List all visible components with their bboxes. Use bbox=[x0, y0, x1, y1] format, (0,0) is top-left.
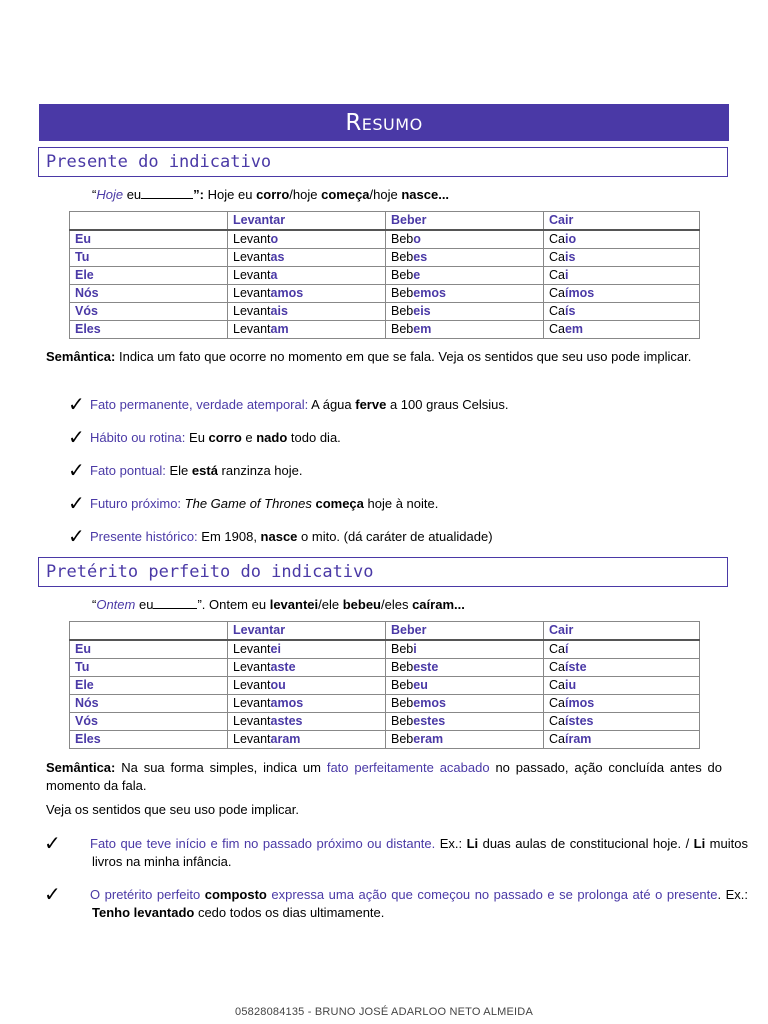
conjugation-cell bbox=[386, 640, 544, 659]
table-row bbox=[70, 303, 700, 321]
verb-ending: ís bbox=[564, 304, 576, 318]
conjugation-cell bbox=[386, 303, 544, 321]
table-row bbox=[70, 321, 700, 339]
verb-ending: iu bbox=[564, 678, 577, 692]
verb-ending: íram bbox=[564, 732, 592, 746]
prompt-presente: “Hoje eu ”: Hoje eu corro/hoje começa/hoje nasce... bbox=[92, 187, 450, 202]
verb-stem: Beb bbox=[391, 678, 414, 692]
check-icon: ✓ bbox=[68, 425, 85, 449]
table-row bbox=[70, 677, 700, 695]
page-title: Resumo bbox=[345, 109, 423, 136]
conjugation-cell bbox=[386, 249, 544, 267]
conjugation-cell bbox=[544, 659, 700, 677]
verb-stem: Ca bbox=[549, 268, 565, 282]
conjugation-cell bbox=[544, 640, 700, 659]
column-header: Levantar bbox=[228, 622, 386, 641]
pronoun-cell: Eu bbox=[70, 230, 228, 249]
verb-stem: Beb bbox=[391, 714, 414, 728]
verb-stem: Ca bbox=[549, 696, 565, 710]
verb-ending: o bbox=[413, 232, 421, 246]
verb-ending: a bbox=[270, 268, 278, 282]
verb-ending: ou bbox=[270, 678, 286, 692]
verb-stem: Beb bbox=[391, 268, 414, 282]
check-icon: ✓ bbox=[68, 458, 85, 482]
verb-stem: Ca bbox=[549, 642, 565, 656]
verb-stem: Beb bbox=[391, 322, 414, 336]
verb-stem: Levant bbox=[233, 732, 271, 746]
list-item: ✓ Fato que teve início e fim no passado próximo ou distante. Ex.: Li duas aulas de constitucional hoje. / Li muitos livros na minha infância. bbox=[44, 831, 748, 869]
conjugation-cell bbox=[228, 303, 386, 321]
verb-ending: ímos bbox=[564, 286, 595, 300]
verb-ending: amos bbox=[270, 286, 304, 300]
verb-ending: i bbox=[413, 642, 417, 656]
verb-stem: Ca bbox=[549, 714, 565, 728]
verb-ending: este bbox=[413, 660, 439, 674]
table-row bbox=[70, 230, 700, 249]
column-header: Levantar bbox=[228, 212, 386, 231]
verb-stem: Levant bbox=[233, 232, 271, 246]
pronoun-cell: Tu bbox=[70, 249, 228, 267]
check-icon: ✓ bbox=[68, 392, 85, 416]
verb-stem: Levant bbox=[233, 678, 271, 692]
list-item: ✓ Presente histórico: Em 1908, nasce o mito. (dá caráter de atualidade) bbox=[68, 524, 493, 548]
table-header-row bbox=[70, 212, 700, 231]
conjugation-cell bbox=[544, 249, 700, 267]
conjugation-cell bbox=[228, 249, 386, 267]
column-header: Beber bbox=[386, 622, 544, 641]
verb-stem: Beb bbox=[391, 286, 414, 300]
conjugation-cell bbox=[228, 713, 386, 731]
check-icon: ✓ bbox=[44, 882, 61, 906]
conjugation-cell bbox=[544, 267, 700, 285]
verb-stem: Beb bbox=[391, 696, 414, 710]
verb-ending: io bbox=[564, 232, 577, 246]
verb-stem: Levant bbox=[233, 250, 271, 264]
verb-ending: eu bbox=[413, 678, 428, 692]
section-heading-preterito bbox=[38, 557, 728, 587]
section-heading-text: Presente do indicativo bbox=[46, 152, 272, 172]
verb-stem: Beb bbox=[391, 660, 414, 674]
conjugation-cell bbox=[544, 731, 700, 749]
check-icon: ✓ bbox=[68, 524, 85, 548]
pronoun-cell: Eles bbox=[70, 731, 228, 749]
pronoun-cell: Ele bbox=[70, 267, 228, 285]
table-header-row bbox=[70, 622, 700, 641]
conjugation-cell bbox=[386, 731, 544, 749]
conjugation-cell bbox=[544, 303, 700, 321]
verb-ending: amos bbox=[270, 696, 304, 710]
pronoun-cell: Vós bbox=[70, 303, 228, 321]
table-row bbox=[70, 659, 700, 677]
conjugation-cell bbox=[386, 677, 544, 695]
verb-ending: astes bbox=[270, 714, 303, 728]
blank-line bbox=[141, 188, 193, 199]
verb-stem: Levant bbox=[233, 304, 271, 318]
conjugation-table-presente bbox=[69, 211, 700, 339]
conjugation-cell bbox=[386, 230, 544, 249]
list-item: ✓ Hábito ou rotina: Eu corro e nado todo dia. bbox=[68, 425, 341, 449]
conjugation-table-preterito bbox=[69, 621, 700, 749]
conjugation-cell bbox=[228, 285, 386, 303]
conjugation-cell bbox=[386, 695, 544, 713]
conjugation-cell bbox=[228, 640, 386, 659]
list-item: ✓ Futuro próximo: The Game of Thrones começa hoje à noite. bbox=[68, 491, 439, 515]
conjugation-cell bbox=[228, 677, 386, 695]
semantica-presente: Semântica: Indica um fato que ocorre no momento em que se fala. Veja os sentidos que seu uso pode implicar. bbox=[46, 349, 692, 364]
verb-stem: Beb bbox=[391, 732, 414, 746]
conjugation-cell bbox=[386, 321, 544, 339]
conjugation-cell bbox=[228, 659, 386, 677]
table-row bbox=[70, 640, 700, 659]
column-header: Beber bbox=[386, 212, 544, 231]
conjugation-cell bbox=[544, 677, 700, 695]
verb-ending: í bbox=[564, 642, 569, 656]
pronoun-cell: Eu bbox=[70, 640, 228, 659]
verb-stem: Ca bbox=[549, 732, 565, 746]
verb-ending: as bbox=[270, 250, 285, 264]
conjugation-cell bbox=[544, 695, 700, 713]
verb-stem: Beb bbox=[391, 232, 414, 246]
verb-stem: Levant bbox=[233, 696, 271, 710]
conjugation-cell bbox=[228, 321, 386, 339]
verb-ending: ímos bbox=[564, 696, 595, 710]
footer-text: 05828084135 - BRUNO JOSÉ ADARLOO NETO ALMEIDA bbox=[235, 1006, 533, 1018]
pronoun-cell: Eles bbox=[70, 321, 228, 339]
verb-ending: aste bbox=[270, 660, 296, 674]
verb-stem: Beb bbox=[391, 642, 414, 656]
verb-ending: em bbox=[413, 322, 432, 336]
verb-stem: Ca bbox=[549, 304, 565, 318]
verb-ending: i bbox=[564, 268, 569, 282]
verb-stem: Ca bbox=[549, 250, 565, 264]
verb-stem: Beb bbox=[391, 250, 414, 264]
conjugation-cell bbox=[228, 267, 386, 285]
pronoun-cell: Tu bbox=[70, 659, 228, 677]
verb-ending: es bbox=[413, 250, 428, 264]
verb-ending: em bbox=[564, 322, 584, 336]
column-header: Cair bbox=[544, 212, 700, 231]
verb-stem: Ca bbox=[549, 286, 565, 300]
prompt-preterito: “Ontem eu ”. Ontem eu levantei/ele bebeu/eles caíram... bbox=[92, 597, 465, 612]
verb-ending: o bbox=[270, 232, 279, 246]
verb-ending: eram bbox=[413, 732, 444, 746]
verb-ending: ei bbox=[270, 642, 281, 656]
verb-stem: Ca bbox=[549, 660, 565, 674]
table-row bbox=[70, 713, 700, 731]
verb-ending: am bbox=[270, 322, 289, 336]
semantica-preterito: Semântica: Na sua forma simples, indica um fato perfeitamente acabado no passado, ação concluída antes do momento da fala. bbox=[46, 760, 723, 793]
table-row bbox=[70, 731, 700, 749]
verb-ending: eis bbox=[413, 304, 431, 318]
table-row bbox=[70, 695, 700, 713]
column-header bbox=[70, 622, 228, 641]
pronoun-cell: Ele bbox=[70, 677, 228, 695]
conjugation-cell bbox=[544, 230, 700, 249]
verb-stem: Levant bbox=[233, 714, 271, 728]
pronoun-cell: Nós bbox=[70, 285, 228, 303]
table-row bbox=[70, 267, 700, 285]
conjugation-cell bbox=[544, 285, 700, 303]
list-item: ✓ O pretérito perfeito composto expressa uma ação que começou no passado e se prolonga até o presente. Ex.: Tenho levantado cedo todos os dias ultimamente. bbox=[44, 882, 748, 920]
conjugation-cell bbox=[386, 285, 544, 303]
check-icon: ✓ bbox=[68, 491, 85, 515]
verb-stem: Ca bbox=[549, 678, 565, 692]
verb-stem: Levant bbox=[233, 660, 271, 674]
column-header: Cair bbox=[544, 622, 700, 641]
pronoun-cell: Nós bbox=[70, 695, 228, 713]
conjugation-cell bbox=[544, 713, 700, 731]
conjugation-cell bbox=[544, 321, 700, 339]
table-row bbox=[70, 249, 700, 267]
section-heading-text: Pretérito perfeito do indicativo bbox=[46, 562, 374, 582]
conjugation-cell bbox=[386, 267, 544, 285]
verb-ending: estes bbox=[413, 714, 446, 728]
verb-stem: Ca bbox=[549, 232, 565, 246]
blank-line bbox=[153, 598, 197, 609]
verb-stem: Levant bbox=[233, 322, 271, 336]
table-row bbox=[70, 285, 700, 303]
verb-ending: e bbox=[413, 268, 421, 282]
verb-ending: ístes bbox=[564, 714, 594, 728]
veja-text: Veja os sentidos que seu uso pode implicar. bbox=[46, 802, 299, 817]
conjugation-cell bbox=[228, 695, 386, 713]
pronoun-cell: Vós bbox=[70, 713, 228, 731]
verb-stem: Levant bbox=[233, 642, 271, 656]
verb-stem: Ca bbox=[549, 322, 565, 336]
conjugation-cell bbox=[228, 230, 386, 249]
verb-stem: Beb bbox=[391, 304, 414, 318]
conjugation-cell bbox=[228, 731, 386, 749]
check-icon: ✓ bbox=[44, 831, 61, 855]
verb-ending: aram bbox=[270, 732, 301, 746]
page-title-banner bbox=[39, 104, 729, 141]
verb-stem: Levant bbox=[233, 286, 271, 300]
section-heading-presente bbox=[38, 147, 728, 177]
conjugation-cell bbox=[386, 713, 544, 731]
column-header bbox=[70, 212, 228, 231]
verb-ending: is bbox=[564, 250, 576, 264]
list-item: ✓ Fato pontual: Ele está ranzinza hoje. bbox=[68, 458, 303, 482]
verb-stem: Levant bbox=[233, 268, 271, 282]
verb-ending: emos bbox=[413, 286, 446, 300]
conjugation-cell bbox=[386, 659, 544, 677]
verb-ending: íste bbox=[564, 660, 587, 674]
verb-ending: ais bbox=[270, 304, 288, 318]
list-item: ✓ Fato permanente, verdade atemporal: A água ferve a 100 graus Celsius. bbox=[68, 392, 509, 416]
verb-ending: emos bbox=[413, 696, 446, 710]
